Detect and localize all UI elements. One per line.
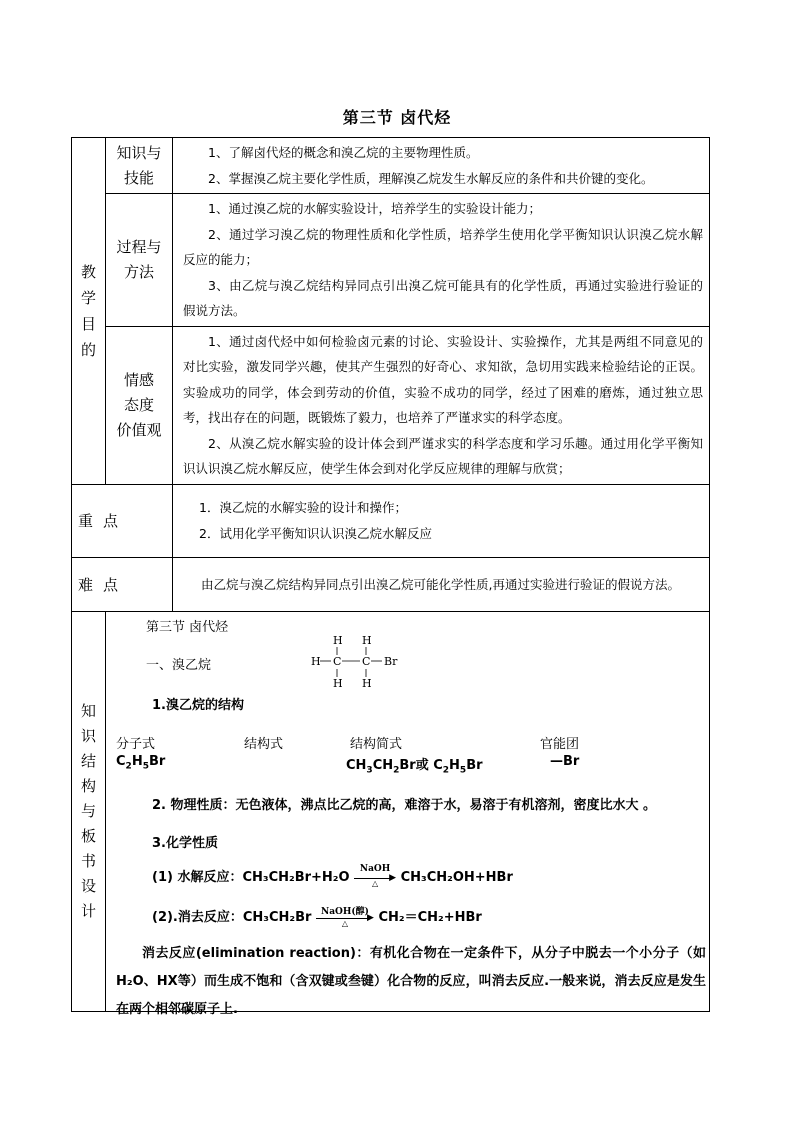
structural-formula (306, 632, 406, 692)
molecular-formula: $C_2H_5Br$ (116, 753, 166, 772)
header-structural-formula: 结构式 (244, 736, 284, 752)
difficulty-label: 难点 (72, 557, 173, 611)
key-points-content: 1．溴乙烷的水解实验的设计和操作； 2．试用化学平衡知识认识溴乙烷水解反应 (173, 484, 710, 557)
physical-properties: 2. 物理性质：无色液体，沸点比乙烷的高，难溶于水，易溶于有机溶剂，密度比水大 。 (152, 797, 657, 813)
board-content (106, 611, 710, 1017)
knowledge-skill-content: 1、了解卤代烃的概念和溴乙烷的主要物理性质。 2、掌握溴乙烷主要化学性质，理解溴乙烷发生水解反应的条件和共价键的变化。 (173, 138, 710, 194)
process-method-label: 过程与 方法 (106, 194, 173, 327)
emotion-value-content: 1、通过卤代烃中如何检验卤元素的讨论、实验设计、实验操作，尤其是两组不同意见的对比实验，激发同学兴趣，使其产生强烈的好奇心、求知欲，急切用实践来检验结论的正误。实验成功的同学，体会到劳动的价值，实验不成功的同学，经过了困难的磨炼，通过独立思考，找出存在的问题，既锻炼了毅力，也培养了严谨求实的科学态度。 2、从溴乙烷水解实验的设计体会到严谨求实的科学态度和学习乐趣。通过用化学平衡知识认识溴乙烷水解反应，使学生体会到对化学反应规律的理解与欣赏； (173, 326, 710, 484)
elimination-condition-arrow: NaOH(醇) ▶ △ (316, 906, 374, 928)
elimination-definition: 消去反应(elimination reaction)：有机化合物在一定条件下，从分子中脱去一个小分子（如H₂O、HX等）而生成不饱和（含双键或叁键）化合物的反应，叫消去反应.一般来说，消去反应是发生在两个相邻碳原子上. (116, 945, 706, 1017)
key-points-label: 重点 (72, 484, 173, 557)
hydrolysis-reaction: (1) 水解反应：CH₃CH₂Br+H₂O NaOH ▶ △ CH₃CH₂OH+HBr (152, 864, 513, 888)
sf-c1: C (333, 654, 342, 668)
sf-h2: H (362, 633, 372, 647)
sf-h5: H (362, 676, 372, 690)
sf-c2: C (362, 654, 371, 668)
simple-formula: $CH_3CH_2Br$或 $C_2H_5Br$ (346, 757, 483, 776)
board-label: 知 识 结 构 与 板 书 设 计 (72, 611, 106, 1011)
sf-h1: H (333, 633, 343, 647)
sf-h3: H (311, 654, 321, 668)
process-method-content: 1、通过溴乙烷的水解实验设计，培养学生的实验设计能力； 2、通过学习溴乙烷的物理性质和化学性质，培养学生使用化学平衡知识认识溴乙烷水解反应的能力； 3、由乙烷与溴乙烷结构异同点引出溴乙烷可能具有的化学性质，再通过实验进行验证的假说方法。 (173, 194, 710, 327)
elimination-reaction: (2).消去反应：CH₃CH₂Br NaOH(醇) ▶ △ CH₂＝CH₂+HBr (152, 907, 482, 928)
sf-h4: H (333, 676, 343, 690)
section-bromoethane: 一、溴乙烷 (146, 657, 212, 673)
structure-heading: 1.溴乙烷的结构 (152, 697, 244, 713)
header-molecular-formula: 分子式 (116, 736, 156, 752)
emotion-value-label: 情感 态度 价值观 (106, 326, 173, 484)
hydrolysis-condition-arrow: NaOH ▶ △ (354, 866, 396, 888)
header-simple-formula: 结构简式 (350, 736, 403, 752)
functional-group: —Br (550, 753, 580, 769)
knowledge-skill-label: 知识与 技能 (106, 138, 173, 194)
header-functional-group: 官能团 (540, 736, 580, 752)
page-title: 第三节 卤代烃 (342, 108, 452, 127)
board-heading: 第三节 卤代烃 (146, 619, 229, 635)
difficulty-content: 由乙烷与溴乙烷结构异同点引出溴乙烷可能化学性质,再通过实验进行验证的假说方法。 (173, 557, 710, 611)
objectives-label: 教 学 目 的 (72, 138, 106, 485)
chem-properties-heading: 3.化学性质 (152, 835, 218, 851)
sf-br: Br (384, 654, 398, 668)
lesson-plan-table (71, 137, 710, 1017)
